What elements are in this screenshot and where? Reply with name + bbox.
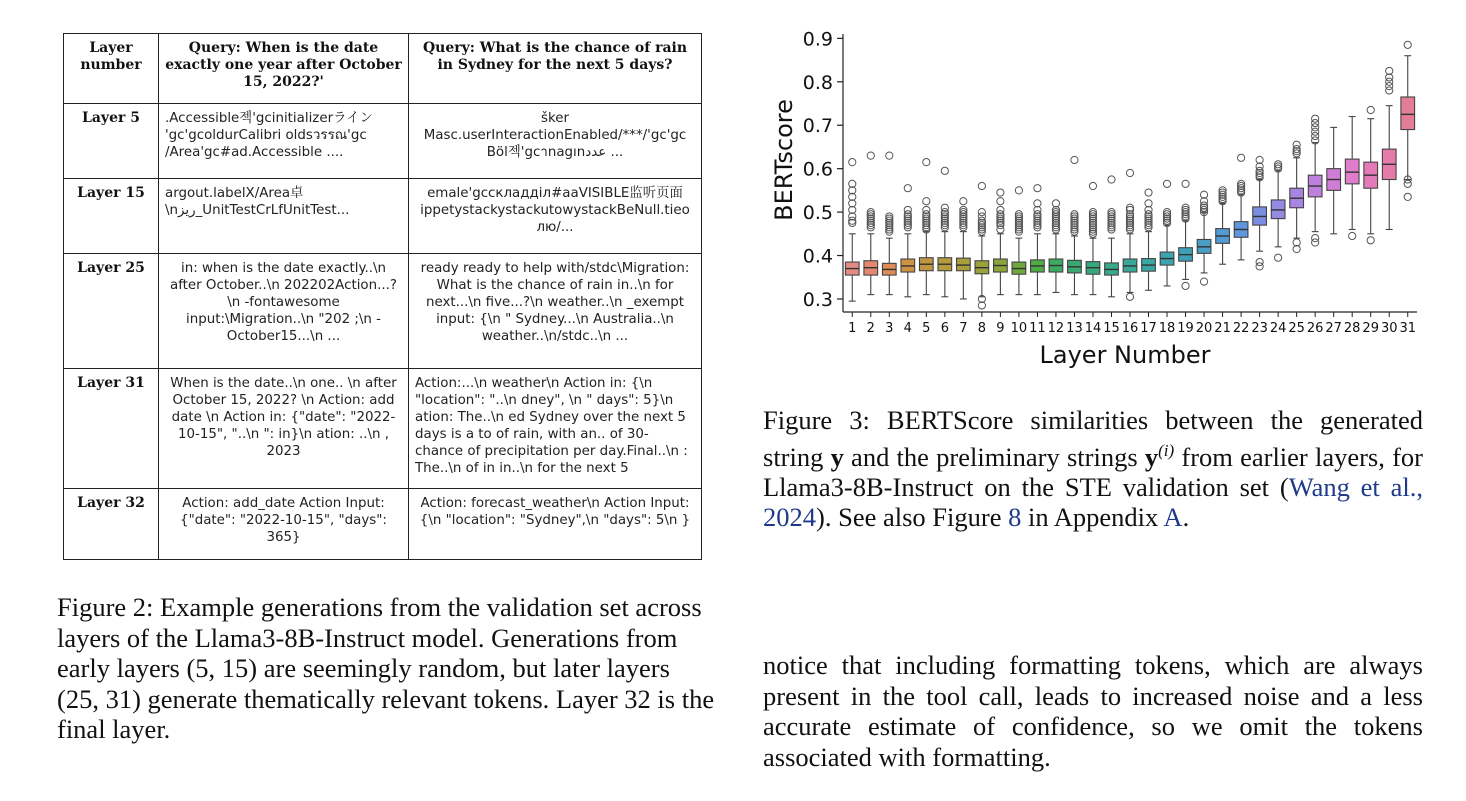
appendix-ref-link[interactable]: A (1163, 502, 1183, 533)
caption-text: Figure 3: BERTScore similarities between the generated string (763, 405, 1423, 472)
figure-ref-link[interactable]: 8 (1008, 502, 1022, 533)
box (1401, 97, 1415, 130)
outlier-point (1367, 237, 1374, 244)
x-tick-label: 18 (1158, 321, 1176, 336)
outlier-point (997, 189, 1004, 196)
x-tick-label: 2 (866, 321, 875, 336)
outlier-point (978, 182, 985, 189)
generation-cell: Action:...\n weather\n Action in: {\n "location": "..\n dney", \n " days": 5}\n ation: The..\n ed Sydney over the next 5 days is a to of rain, with an.. of 30- chance of precipitation per day.Final..\n : The..\n of in in..\n for the next 5 (409, 369, 702, 489)
outlier-point (1367, 106, 1374, 113)
x-tick-label: 27 (1325, 321, 1342, 336)
x-tick-label: 26 (1306, 321, 1324, 336)
table-row (64, 254, 702, 369)
outlier-point (1404, 180, 1411, 187)
outlier-point (1404, 41, 1411, 48)
x-tick-label: 23 (1251, 321, 1268, 336)
outlier-point (1126, 169, 1133, 176)
x-tick-label: 4 (903, 321, 912, 336)
x-tick-label: 19 (1177, 321, 1194, 336)
x-tick-label: 14 (1084, 321, 1102, 336)
outlier-point (923, 159, 930, 166)
caption-text: and the preliminary strings (843, 441, 1145, 472)
outlier-point (923, 198, 930, 205)
outlier-point (849, 159, 856, 166)
x-tick-label: 15 (1103, 321, 1120, 336)
x-tick-label: 11 (1029, 321, 1046, 336)
layer-cell: Layer 25 (64, 254, 159, 369)
plot-area (803, 28, 1417, 336)
caption-superscript: (i) (1158, 440, 1175, 460)
outlier-point (1163, 180, 1170, 187)
x-tick-label: 20 (1195, 321, 1213, 336)
bertscore-boxplot (765, 22, 1425, 372)
y-axis-label: BERTscore (770, 99, 798, 221)
layer-cell: Layer 31 (64, 369, 159, 489)
outlier-point (1312, 239, 1319, 246)
y-tick-label: 0.9 (802, 28, 833, 51)
generation-cell: ready ready to help with/stdc\Migration: What is the chance of rain in..\n for next...\n five...?\n weather..\n _exempt input: {\n " Sydney...\n Australia..\n weather..\n/stdc..\n ... (409, 254, 702, 369)
outlier-point (1200, 278, 1207, 285)
x-axis-label: Layer Number (1039, 341, 1211, 369)
table-header-cell: Query: When is the date exactly one year after October 15, 2022?' (159, 34, 409, 104)
outlier-point (867, 152, 874, 159)
x-tick-label: 9 (996, 321, 1005, 336)
generation-cell: emale'gccкладдiл#aaVISIBLE监听页面 ippetystackystackutowystackBeNull.tieo лю/... (409, 179, 702, 254)
x-tick-label: 24 (1269, 321, 1287, 336)
outlier-point (1182, 282, 1189, 289)
outlier-point (1386, 87, 1393, 94)
caption-text: . (1182, 502, 1190, 533)
outlier-point (960, 198, 967, 205)
y-tick-label: 0.8 (802, 71, 833, 94)
x-tick-label: 17 (1140, 321, 1157, 336)
x-tick-label: 30 (1380, 321, 1398, 336)
outlier-point (904, 185, 911, 192)
table-header-cell: Layer number (64, 34, 159, 104)
figure-2-caption: Figure 2: Example generations from the validation set across layers of the Llama3-8B-Instruct model. Generations from early layers (5, 15) are seemingly random, but later layers (25, 31) generate thematically relevant tokens. Layer 32 is the final layer. (57, 592, 715, 744)
outlier-point (1034, 185, 1041, 192)
x-tick-label: 28 (1343, 321, 1361, 336)
generation-cell: šker Masc.userInteractionEnabled/***/'gc'gc Böl젝'gcาnagınعدد ... (409, 104, 702, 179)
outlier-point (1404, 193, 1411, 200)
layer-cell: Layer 32 (64, 489, 159, 560)
caption-text: ). See also Figure (816, 502, 1009, 533)
outlier-point (1256, 263, 1263, 270)
outlier-point (1089, 182, 1096, 189)
layer-cell: Layer 15 (64, 179, 159, 254)
table-header-cell: Query: What is the chance of rain in Sydney for the next 5 days? (409, 34, 702, 104)
table-header-row (64, 34, 702, 104)
y-tick-label: 0.6 (802, 158, 833, 181)
outlier-point (1237, 154, 1244, 161)
x-tick-label: 21 (1214, 321, 1231, 336)
outlier-point (1349, 232, 1356, 239)
table-row (64, 369, 702, 489)
x-tick-label: 12 (1047, 321, 1065, 336)
outlier-point (997, 198, 1004, 205)
x-tick-label: 22 (1232, 321, 1250, 336)
outlier-point (1145, 189, 1152, 196)
x-tick-label: 8 (977, 321, 987, 336)
generation-cell: When is the date..\n one.. \n after October 15, 2022? \n Action: add date \n Action in: {"date": "2022-10-15", "..\n ": in}\n ation: ..\n , 2023 (159, 369, 409, 489)
caption-text: from earlier layers, for Llama3-8B-Instruct on the STE validation set ( (763, 441, 1423, 502)
x-tick-label: 25 (1288, 321, 1305, 336)
generation-cell: Action: add_date Action Input: {"date": "2022-10-15", "days": 365} (159, 489, 409, 560)
outlier-point (941, 167, 948, 174)
generations-table (63, 33, 702, 560)
x-tick-label: 7 (959, 321, 968, 336)
outlier-point (886, 152, 893, 159)
caption-symbol: y (1144, 441, 1159, 472)
y-tick-label: 0.5 (802, 202, 833, 225)
body-paragraph: notice that including formatting tokens, which are always present in the tool call, leads to increased noise and a less accurate estimate of confidence, so we omit the tokens associated with formatting. (763, 650, 1423, 772)
x-tick-label: 29 (1362, 321, 1379, 336)
x-tick-label: 1 (848, 321, 857, 336)
x-tick-label: 3 (885, 321, 894, 336)
citation-link[interactable]: Wang et al., 2024 (763, 471, 1424, 533)
table-row (64, 179, 702, 254)
layer-cell: Layer 5 (64, 104, 159, 179)
generation-cell: in: when is the date exactly..\n after October..\n 202202Action...?\n -fontawesome input:\Migration..\n "202 ;\n -October15...\n ... (159, 254, 409, 369)
x-tick-label: 6 (940, 321, 949, 336)
table-row (64, 104, 702, 179)
x-tick-label: 5 (922, 321, 931, 336)
outlier-point (1182, 180, 1189, 187)
y-tick-label: 0.7 (802, 115, 833, 138)
caption-text: in Appendix (1021, 502, 1164, 533)
caption-symbol: y (830, 441, 844, 472)
generation-cell: argout.labelX/Area卓 \nریز_UnitTestCrLfUnitTest... (159, 179, 409, 254)
x-tick-label: 10 (1010, 321, 1028, 336)
outlier-point (1015, 187, 1022, 194)
generation-cell: Action: forecast_weather\n Action Input: {\n "location": "Sydney",\n "days": 5\n } (409, 489, 702, 560)
y-tick-label: 0.3 (802, 288, 833, 311)
outlier-point (1071, 156, 1078, 163)
x-tick-label: 16 (1121, 321, 1139, 336)
x-tick-label: 31 (1399, 321, 1417, 336)
figure-3-caption (763, 405, 1423, 533)
x-tick-label: 13 (1066, 321, 1083, 336)
generation-cell: .Accessible젝'gcinitializerライン 'gc'gcoldurCalibri oldsวรรณ'gc /Area'gc#ad.Accessible .... (159, 104, 409, 179)
table-row (64, 489, 702, 560)
outlier-point (1275, 254, 1282, 261)
y-tick-label: 0.4 (802, 245, 833, 268)
outlier-point (1126, 293, 1133, 300)
outlier-point (1108, 176, 1115, 183)
